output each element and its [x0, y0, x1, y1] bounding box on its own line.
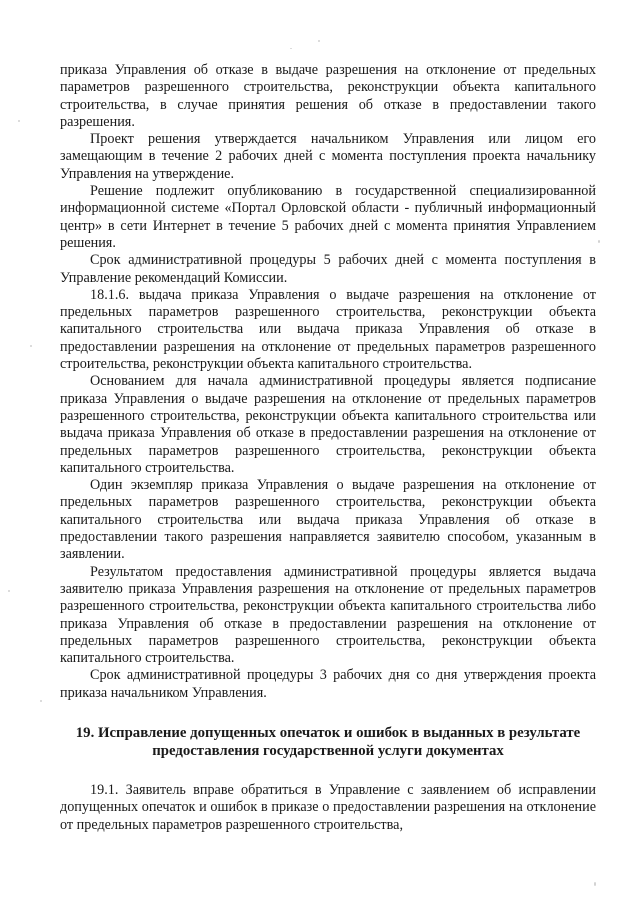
- section-heading-line-1: 19. Исправление допущенных опечаток и ошибок в выданных в результате: [75, 724, 581, 741]
- section-heading-line-2: предоставления государственной услуги документах: [152, 742, 504, 759]
- section-heading: [60, 724, 596, 760]
- paragraph-7: Один экземпляр приказа Управления о выдаче разрешения на отклонение от предельных параметров разрешенного строительства, реконструкции объекта капитального строительства или выдача приказа Управления об отказе в предоставлении такого разрешения направляется заявителю способом, указанным в заявлении.: [60, 477, 596, 563]
- scan-speck: [598, 240, 600, 243]
- scan-speck: [290, 48, 292, 49]
- scan-speck: [30, 345, 32, 347]
- paragraph-3: Решение подлежит опубликованию в государственной специализированной информационной системе «Портал Орловской области - публичный информационный центр» в сети Интернет в течение 5 рабочих дней с момента принятия Управлением решения.: [60, 183, 596, 251]
- scan-speck: [18, 120, 20, 122]
- paragraph-8: Результатом предоставления административной процедуры является выдача заявителю приказа Управления разрешения на отклонение от предельных параметров разрешенного строительства, реконструкции объекта капитального строительства либо приказа Управления об отказе в предоставлении разрешения на отклонение от предельных параметров разрешенного строительства, реконструкции объекта капитального строительства.: [60, 563, 596, 667]
- paragraph-6: Основанием для начала административной процедуры является подписание приказа Управления о выдаче разрешения на отклонение от предельных параметров разрешенного строительства, реконструкции объекта капитального строительства или выдача приказа Управления об отказе в предоставлении разрешения на отклонение от предельных параметров разрешенного строительства, реконструкции объекта капитального строительства.: [60, 373, 596, 476]
- paragraph-10: 19.1. Заявитель вправе обратиться в Управление с заявлением об исправлении допущенных опечаток и ошибок в приказе о предоставлении разрешения на отклонение от предельных параметров разрешенного строительства,: [60, 781, 596, 833]
- paragraph-1: приказа Управления об отказе в выдаче разрешения на отклонение от предельных параметров разрешенного строительства, реконструкции объекта капитального строительства, в случае принятия решения об отказе в предоставлении такого разрешения.: [60, 62, 596, 130]
- scan-speck: [318, 40, 320, 42]
- scan-speck: [594, 882, 596, 886]
- scan-speck: [8, 590, 10, 592]
- scan-speck: [40, 700, 42, 702]
- document-page: [60, 62, 596, 834]
- paragraph-5: 18.1.6. выдача приказа Управления о выдаче разрешения на отклонение от предельных параметров разрешенного строительства, реконструкции объекта капитального строительства или выдача приказа Управления об отказе в предоставлении разрешения на отклонение от предельных параметров разрешенного строительства, реконструкции объекта капитального строительства.: [60, 286, 596, 373]
- paragraph-4: Срок административной процедуры 5 рабочих дней с момента поступления в Управление рекомендаций Комиссии.: [60, 252, 596, 286]
- paragraph-9: Срок административной процедуры 3 рабочих дня со дня утверждения проекта приказа начальником Управления.: [60, 667, 596, 701]
- paragraph-2: Проект решения утверждается начальником Управления или лицом его замещающим в течение 2 рабочих дней с момента поступления проекта начальнику Управления на утверждение.: [60, 131, 596, 182]
